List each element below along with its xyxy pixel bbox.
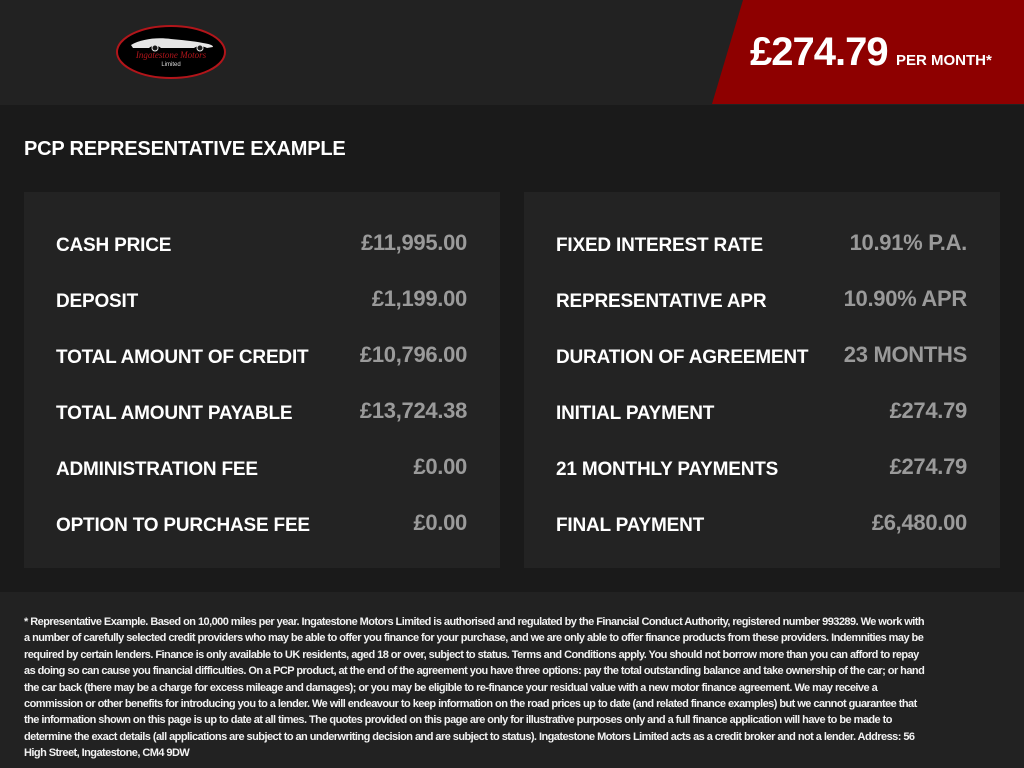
- logo-name: Ingatestone Motors: [135, 50, 207, 60]
- row-label: OPTION TO PURCHASE FEE: [56, 515, 310, 536]
- finance-row-option-fee: [56, 510, 467, 540]
- finance-row-cash-price: [56, 230, 467, 260]
- row-label: TOTAL AMOUNT PAYABLE: [56, 403, 293, 424]
- monthly-price: £274.79: [750, 30, 888, 74]
- row-label: CASH PRICE: [56, 235, 172, 256]
- row-value: 23 MONTHS: [843, 342, 967, 367]
- page-title: PCP REPRESENTATIVE EXAMPLE: [24, 138, 346, 160]
- row-value: 10.91% P.A.: [849, 230, 967, 255]
- finance-row-duration: [556, 342, 967, 372]
- finance-row-admin-fee: [56, 454, 467, 484]
- row-value: £274.79: [889, 454, 967, 479]
- row-value: £1,199.00: [371, 286, 467, 311]
- row-label: TOTAL AMOUNT OF CREDIT: [56, 347, 309, 368]
- finance-row-initial-payment: [556, 398, 967, 428]
- header: [0, 0, 1024, 105]
- logo-sub: Limited: [161, 62, 181, 68]
- row-value: £274.79: [889, 398, 967, 423]
- row-label: REPRESENTATIVE APR: [556, 291, 767, 312]
- finance-row-interest-rate: [556, 230, 967, 260]
- row-value: £13,724.38: [359, 398, 467, 423]
- row-value: £6,480.00: [871, 510, 967, 535]
- row-value: £11,995.00: [361, 230, 467, 255]
- row-value: £10,796.00: [359, 342, 467, 367]
- row-value: £0.00: [413, 510, 467, 535]
- finance-row-monthly-payments: [556, 454, 967, 484]
- finance-row-total-payable: [56, 398, 467, 428]
- price-suffix: PER MONTH*: [896, 52, 992, 69]
- row-value: £0.00: [413, 454, 467, 479]
- finance-panel-right: [524, 192, 1000, 568]
- row-label: FIXED INTEREST RATE: [556, 235, 763, 256]
- row-label: DURATION OF AGREEMENT: [556, 347, 809, 368]
- finance-row-final-payment: [556, 510, 967, 540]
- row-label: INITIAL PAYMENT: [556, 403, 715, 424]
- disclaimer-text: * Representative Example. Based on 10,000 miles per year. Ingatestone Motors Limited is authorised and regulated by the Financial Conduct Authority, registered number 993289. We work with a number of carefully selected credit providers who may be able to offer you finance for your purchase, and we are only able to offer finance products from these providers. Indemnities may be required by certain lenders. Finance is only available to UK residents, aged 18 or over, subject to status. Terms and Conditions apply. You should not borrow more than you can afford to repay as doing so can cause you financial difficulties. On a PCP product, at the end of the agreement you have three options: pay the total outstanding balance and take ownership of the car; or hand the car back (there may be a charge for excess mileage and damages); or you may be eligible to re-finance your residual value with a new motor finance agreement. We may receive a commission or other benefits for introducing you to a lender. We will endeavour to keep information on the road prices up to date (and related finance examples) but we cannot guarantee that the information shown on this page is up to date at all times. The quotes provided on this page are only for illustrative purposes only and a full finance application will have to be made to determine the exact details (all applications are subject to an underwriting decision and are subject to status). Ingatestone Motors Limited acts as a credit broker and not a lender. Address: 56 High Street, Ingatestone, CM4 9DW: [24, 616, 925, 760]
- row-label: 21 MONTHLY PAYMENTS: [556, 459, 779, 480]
- row-value: 10.90% APR: [843, 286, 967, 311]
- dealer-logo[interactable]: [115, 24, 227, 80]
- row-label: DEPOSIT: [56, 291, 139, 312]
- footer: [0, 592, 1024, 768]
- row-label: FINAL PAYMENT: [556, 515, 705, 536]
- finance-panel-left: [24, 192, 500, 568]
- finance-row-total-credit: [56, 342, 467, 372]
- row-label: ADMINISTRATION FEE: [56, 459, 258, 480]
- finance-row-deposit: [56, 286, 467, 316]
- finance-row-apr: [556, 286, 967, 316]
